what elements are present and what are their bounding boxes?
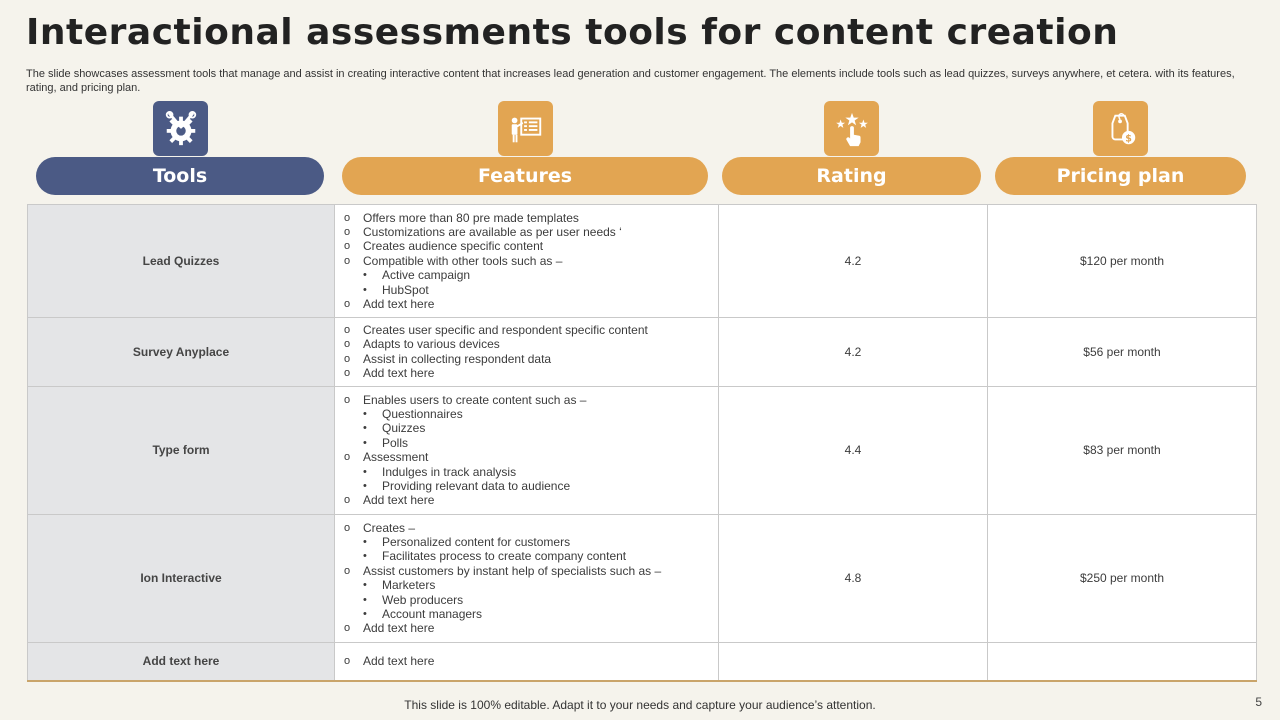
pricing-value: $83 per month	[988, 386, 1257, 514]
tools-gear-icon	[153, 101, 208, 156]
tool-name: Survey Anyplace	[28, 318, 335, 387]
features-cell	[335, 205, 719, 318]
tool-name: Lead Quizzes	[28, 205, 335, 318]
header-features: Features	[342, 157, 708, 195]
rating-value: 4.4	[719, 386, 988, 514]
feature-subitem: • Providing relevant data to audience	[363, 479, 710, 493]
feature-item: o Offers more than 80 pre made templates	[344, 211, 710, 225]
feature-subitem: • Personalized content for customers	[363, 535, 710, 549]
tools-table	[27, 204, 1257, 682]
tool-name: Type form	[28, 386, 335, 514]
rating-value: 4.2	[719, 318, 988, 387]
feature-item	[344, 564, 710, 622]
table-row	[28, 514, 1257, 642]
pricing-value	[988, 642, 1257, 681]
feature-item: o Add text here	[344, 493, 710, 507]
feature-item	[344, 254, 710, 297]
feature-item: o Add text here	[344, 621, 710, 635]
page-number: 5	[1255, 695, 1262, 709]
feature-item: o Add text here	[344, 297, 710, 311]
feature-text: Assessment	[363, 450, 429, 465]
rating-value: 4.2	[719, 205, 988, 318]
feature-item	[344, 450, 710, 493]
feature-item: o Creates audience specific content	[344, 239, 710, 253]
feature-item: o Adapts to various devices	[344, 337, 710, 351]
table-row	[28, 642, 1257, 681]
pricing-value: $250 per month	[988, 514, 1257, 642]
slide-subtitle: The slide showcases assessment tools that manage and assist in creating interactive content that increases lead generation and customer engagement. The elements include tools such as lead quizzes, surveys anywhere, et cetera. with its features, rating, and pricing plan.	[26, 68, 1235, 94]
header-tools: Tools	[36, 157, 324, 195]
feature-text: Compatible with other tools such as –	[363, 253, 563, 268]
feature-subitem: • Indulges in track analysis	[363, 465, 710, 479]
pricing-value: $120 per month	[988, 205, 1257, 318]
features-cell	[335, 642, 719, 681]
feature-subitem: • HubSpot	[363, 283, 710, 297]
features-cell	[335, 386, 719, 514]
presentation-board-icon	[498, 101, 553, 156]
slide-footer: This slide is 100% editable. Adapt it to your needs and capture your audience’s attention.	[404, 698, 876, 712]
table-row	[28, 205, 1257, 318]
feature-item: o Creates user specific and respondent specific content	[344, 323, 710, 337]
features-cell	[335, 318, 719, 387]
price-tag-dollar-icon	[1093, 101, 1148, 156]
feature-item	[344, 393, 710, 451]
features-cell	[335, 514, 719, 642]
star-rating-click-icon	[824, 101, 879, 156]
tool-name: Add text here	[28, 642, 335, 681]
pricing-value: $56 per month	[988, 318, 1257, 387]
svg-text:$: $	[1124, 132, 1132, 144]
feature-subitem: • Marketers	[363, 578, 710, 592]
feature-item	[344, 521, 710, 564]
feature-item: o Add text here	[344, 654, 710, 668]
feature-subitem: • Polls	[363, 436, 710, 450]
feature-subitem: • Web producers	[363, 593, 710, 607]
feature-item: o Add text here	[344, 366, 710, 380]
feature-subitem: • Quizzes	[363, 421, 710, 435]
table-row	[28, 318, 1257, 387]
rating-value	[719, 642, 988, 681]
feature-item: o Assist in collecting respondent data	[344, 352, 710, 366]
feature-text: Assist customers by instant help of specialists such as –	[363, 563, 662, 578]
slide-title: Interactional assessments tools for content creation	[26, 12, 1119, 53]
table-row	[28, 386, 1257, 514]
feature-text: Creates –	[363, 520, 416, 535]
tool-name: Ion Interactive	[28, 514, 335, 642]
feature-subitem: • Questionnaires	[363, 407, 710, 421]
rating-value: 4.8	[719, 514, 988, 642]
header-pricing-plan: Pricing plan	[995, 157, 1246, 195]
feature-text: Enables users to create content such as –	[363, 392, 587, 407]
feature-subitem: • Account managers	[363, 607, 710, 621]
header-rating: Rating	[722, 157, 981, 195]
feature-subitem: • Active campaign	[363, 268, 710, 282]
feature-item: o Customizations are available as per user needs ‘	[344, 225, 710, 239]
feature-subitem: • Facilitates process to create company content	[363, 549, 710, 563]
